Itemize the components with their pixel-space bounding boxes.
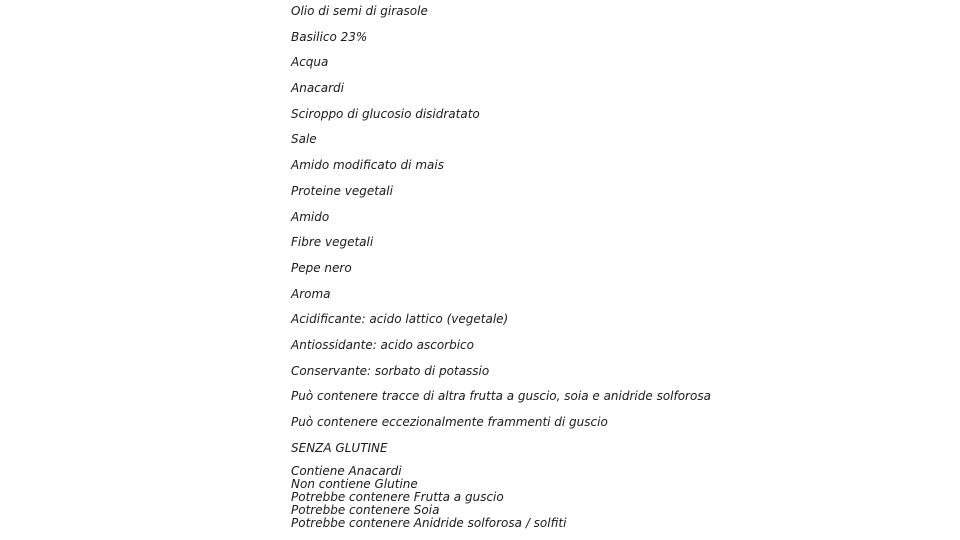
ingredient-line: Basilico 23% <box>291 29 368 44</box>
allergen-line: Potrebbe contenere Soia <box>291 502 440 517</box>
ingredient-line: Anacardi <box>291 81 345 96</box>
allergen-line: Contiene Anacardi <box>291 464 402 479</box>
ingredient-line: Proteine vegetali <box>291 183 393 198</box>
allergen-line: Potrebbe contenere Frutta a guscio <box>291 489 504 504</box>
allergen-block <box>291 465 891 529</box>
trace-warning-line: Può contenere tracce di altra frutta a guscio, soia e anidride solforosa <box>291 389 711 404</box>
gluten-free-line: SENZA GLUTINE <box>291 440 388 455</box>
shell-warning-line: Può contenere eccezionalmente frammenti di guscio <box>291 415 608 429</box>
ingredient-line: Olio di semi di girasole <box>291 4 428 18</box>
allergen-line: Potrebbe contenere Anidride solforosa / solfiti <box>291 515 567 530</box>
ingredients-document <box>291 3 891 529</box>
ingredient-line: Sciroppo di glucosio disidratato <box>291 106 480 121</box>
ingredient-line: Sale <box>291 132 317 147</box>
ingredient-line: Antiossidante: acido ascorbico <box>291 337 474 352</box>
ingredient-line: Fibre vegetali <box>291 235 374 250</box>
ingredient-line: Pepe nero <box>291 260 352 275</box>
ingredient-line: Acqua <box>291 55 329 70</box>
ingredient-line: Conservante: sorbato di potassio <box>291 363 490 378</box>
allergen-line: Non contiene Glutine <box>291 477 418 492</box>
ingredient-line: Aroma <box>291 286 331 301</box>
ingredient-line: Amido <box>291 209 330 224</box>
ingredient-line: Amido modificato di mais <box>291 158 444 173</box>
ingredient-line: Acidificante: acido lattico (vegetale) <box>291 312 509 327</box>
